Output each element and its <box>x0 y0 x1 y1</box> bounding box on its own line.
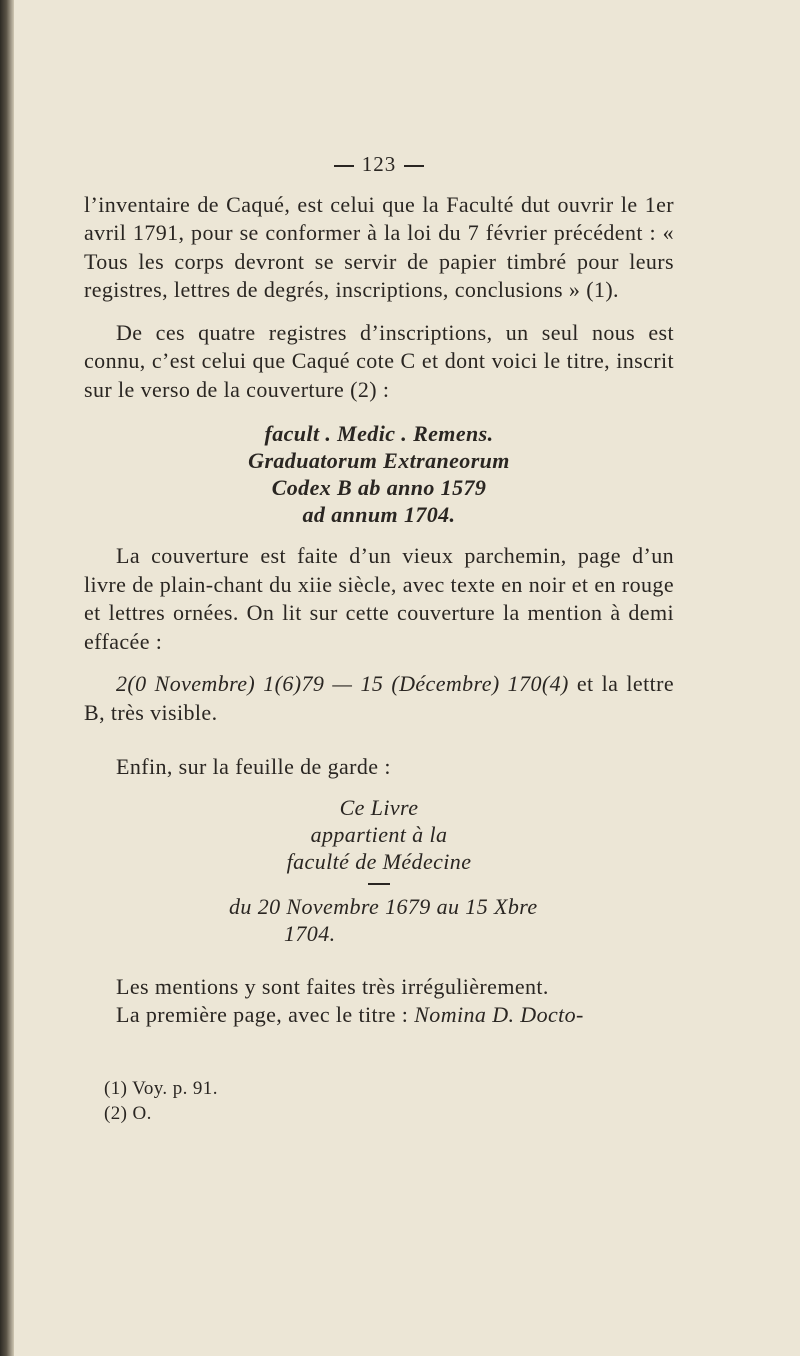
separator-rule <box>368 883 390 885</box>
paragraph-4: Enfin, sur la feuille de garde : <box>116 754 391 779</box>
book-binding-edge <box>0 0 14 1356</box>
mention-dates: 2(0 Novembre) 1(6)79 — 15 (Décembre) 170(4) <box>116 671 569 696</box>
codex-title-line: ad annum 1704. <box>302 502 456 527</box>
mention-rest: et la lettre B, très visible. <box>84 671 675 725</box>
paragraph-3: La couverture est faite d’un vieux parchemin, page d’un livre de plain-chant du xiie siècle, avec texte en noir et en rouge et lettres ornées. On lit sur cette couverture la mention à demi effacée : <box>84 543 674 654</box>
paragraph-2: De ces quatre registres d’inscriptions, un seul nous est connu, c’est celui que Caqué cote C et dont voici le titre, inscrit sur le verso de la couverture (2) : <box>84 319 674 402</box>
footnotes <box>84 1076 674 1126</box>
garde-line: Ce Livre <box>339 794 419 820</box>
paragraph-1: l’inventaire de Caqué, est celui que la Faculté dut ouvrir le 1er avril 1791, pour se conformer à la loi du 7 février précédent : « Tous les corps devront se servir de papier timbré pour leurs registres, lettres de degrés, inscriptions, conclusions » (1). <box>84 191 674 302</box>
codex-title-block <box>84 420 674 528</box>
garde-block <box>84 794 674 885</box>
garde-line: faculté de Médecine <box>286 848 472 874</box>
footnote: (2) O. <box>104 1102 152 1124</box>
paragraph-5b: La première page, avec le titre : Nomina D. Docto- <box>116 1002 584 1027</box>
codex-title-line: Graduatorum Extraneorum <box>248 448 510 473</box>
mention-paragraph <box>84 670 674 727</box>
paragraph-5a: Les mentions y sont faites très irrégulièrement. <box>116 973 549 999</box>
page-body <box>84 150 674 1126</box>
codex-title-line: Codex B ab anno 1579 <box>271 475 487 500</box>
codex-title-line: facult . Medic . Remens. <box>264 421 494 446</box>
page-number: 123 <box>84 150 674 179</box>
dash-left <box>334 165 354 167</box>
footnote: (1) Voy. p. 91. <box>104 1077 218 1099</box>
garde-year-line: 1704. <box>284 920 336 946</box>
garde-dates-line: du 20 Novembre 1679 au 15 Xbre <box>229 893 538 919</box>
nomina-title: Nomina D. Docto- <box>414 1002 584 1027</box>
garde-line: appartient à la <box>310 821 448 847</box>
dash-right <box>404 165 424 167</box>
